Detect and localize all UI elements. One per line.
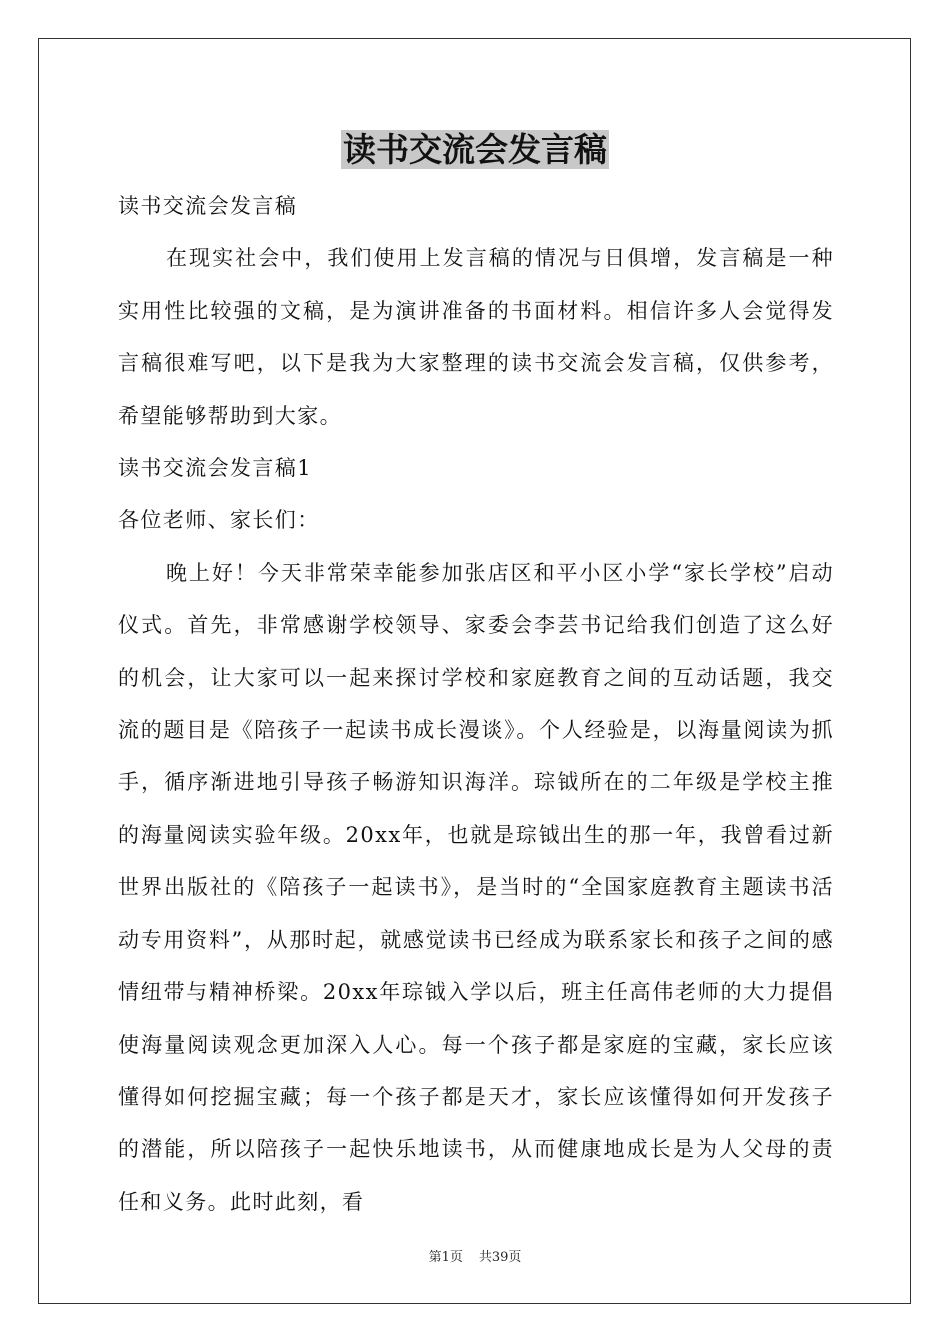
document-title <box>0 126 950 174</box>
page-footer <box>0 1249 950 1267</box>
document-title-text: 读书交流会发言稿 <box>343 130 607 169</box>
subtitle-line: 读书交流会发言稿 <box>118 194 298 218</box>
page-total: 共39页 <box>478 1250 522 1265</box>
intro-paragraph: 在现实社会中，我们使用上发言稿的情况与日俱增，发言稿是一种实用性比较强的文稿，是为演讲准备的书面材料。相信许多人会觉得发言稿很难写吧，以下是我为大家整理的读书交流会发言稿，仅供参考，希望能够帮助到大家。 <box>118 246 834 428</box>
speech-paragraph: 晚上好！今天非常荣幸能参加张店区和平小区小学“家长学校”启动仪式。首先，非常感谢学校领导、家委会李芸书记给我们创造了这么好的机会，让大家可以一起来探讨学校和家庭教育之间的互动话题，我交流的题目是《陪孩子一起读书成长漫谈》。个人经验是，以海量阅读为抓手，循序渐进地引导孩子畅游知识海洋。琮钺所在的二年级是学校主推的海量阅读实验年级。20xx年，也就是琮钺出生的那一年，我曾看过新世界出版社的《陪孩子一起读书》，是当时的“全国家庭教育主题读书活动专用资料”，从那时起，就感觉读书已经成为联系家长和孩子之间的感情纽带与精神桥梁。20xx年琮钺入学以后，班主任高伟老师的大力提倡使海量阅读观念更加深入人心。每一个孩子都是家庭的宝藏，家长应该懂得如何挖掘宝藏；每一个孩子都是天才，家长应该懂得如何开发孩子的潜能，所以陪孩子一起快乐地读书，从而健康地成长是为人父母的责任和义务。此时此刻，看 <box>118 560 834 1214</box>
section-heading: 读书交流会发言稿1 <box>118 456 312 481</box>
salutation: 各位老师、家长们： <box>118 508 320 533</box>
page-number: 第1页 <box>428 1250 463 1265</box>
document-body <box>118 180 834 1228</box>
